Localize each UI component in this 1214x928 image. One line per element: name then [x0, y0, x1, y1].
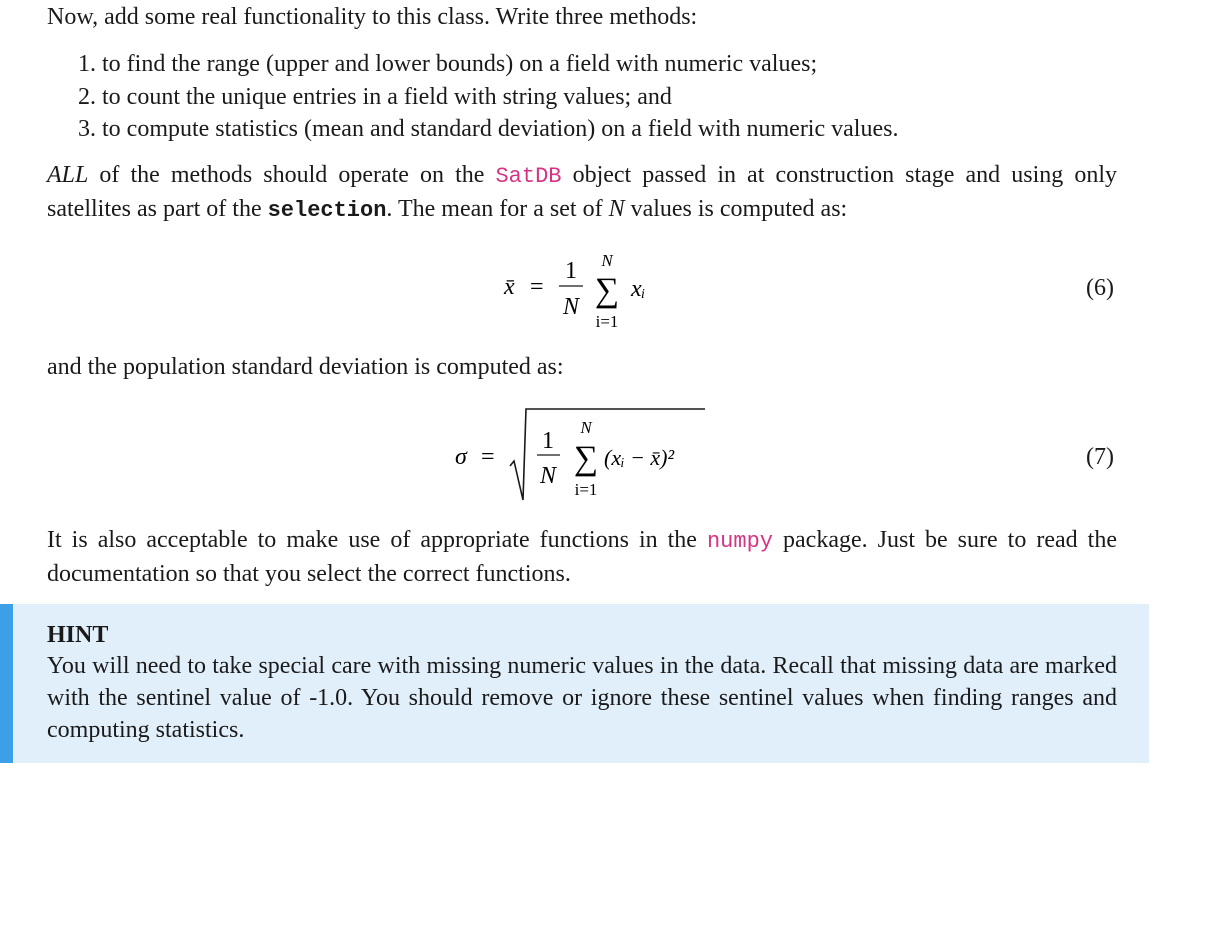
sum-icon: ∑	[594, 272, 620, 309]
hint-box	[0, 604, 1149, 763]
equals-sign: =	[530, 274, 544, 300]
hint-title: HINT	[47, 622, 109, 648]
fraction-numerator: 1	[542, 428, 554, 454]
equation-number: (6)	[1086, 275, 1114, 301]
text-run: It is also acceptable to make use of appropriate functions in the	[47, 527, 707, 553]
code-numpy: numpy	[706, 529, 773, 554]
fraction-denominator: N	[539, 463, 557, 489]
mean-lhs: x̄	[504, 274, 515, 300]
equation-number: (7)	[1086, 444, 1114, 470]
std-equation	[440, 402, 740, 512]
fraction-numerator: 1	[565, 258, 577, 284]
code-selection: selection	[267, 198, 387, 223]
sum-term: (xᵢ − x̄)²	[604, 445, 675, 470]
text-run: values is computed as:	[624, 196, 848, 222]
list-item: 2. to count the unique entries in a field with string values; and	[78, 83, 672, 110]
sum-upper-limit: N	[580, 418, 592, 437]
methods-description	[47, 159, 1117, 227]
intro-text: Now, add some real functionality to this class. Write three methods:	[47, 4, 698, 30]
numpy-description	[47, 524, 1117, 590]
equals-sign: =	[481, 444, 495, 470]
sum-lower-limit: i=1	[574, 480, 598, 499]
text-run: object passed in at construction stage and using only satellites as part of the	[47, 162, 1117, 222]
text-run: . The mean for a set of	[386, 196, 609, 222]
code-satdb: SatDB	[495, 164, 562, 189]
sum-term: xᵢ	[631, 276, 646, 302]
sum-upper-limit: N	[601, 251, 613, 270]
sum-icon: ∑	[573, 440, 599, 477]
methods-list	[78, 48, 898, 146]
text-run: of the methods should operate on the	[88, 162, 496, 188]
fraction-denominator: N	[562, 294, 580, 320]
std-description: and the population standard deviation is computed as:	[47, 354, 564, 380]
text-run: package. Just be sure to read the documentation so that you select the correct functions.	[47, 527, 1117, 587]
emphasis-all: ALL	[47, 162, 89, 188]
list-item: 3. to compute statistics (mean and standard deviation) on a field with numeric values.	[78, 116, 899, 142]
hint-text: You will need to take special care with missing numeric values in the data. Recall that missing data are marked with the sentinel value of -1.0. You should remove or ignore these sentinel values when finding ranges and computing statistics.	[47, 653, 1117, 743]
mean-equation	[440, 240, 720, 340]
sum-lower-limit: i=1	[595, 312, 619, 331]
list-item: 1. to find the range (upper and lower bounds) on a field with numeric values;	[78, 51, 818, 77]
math-n: N	[608, 196, 625, 222]
std-lhs: σ	[455, 444, 467, 470]
